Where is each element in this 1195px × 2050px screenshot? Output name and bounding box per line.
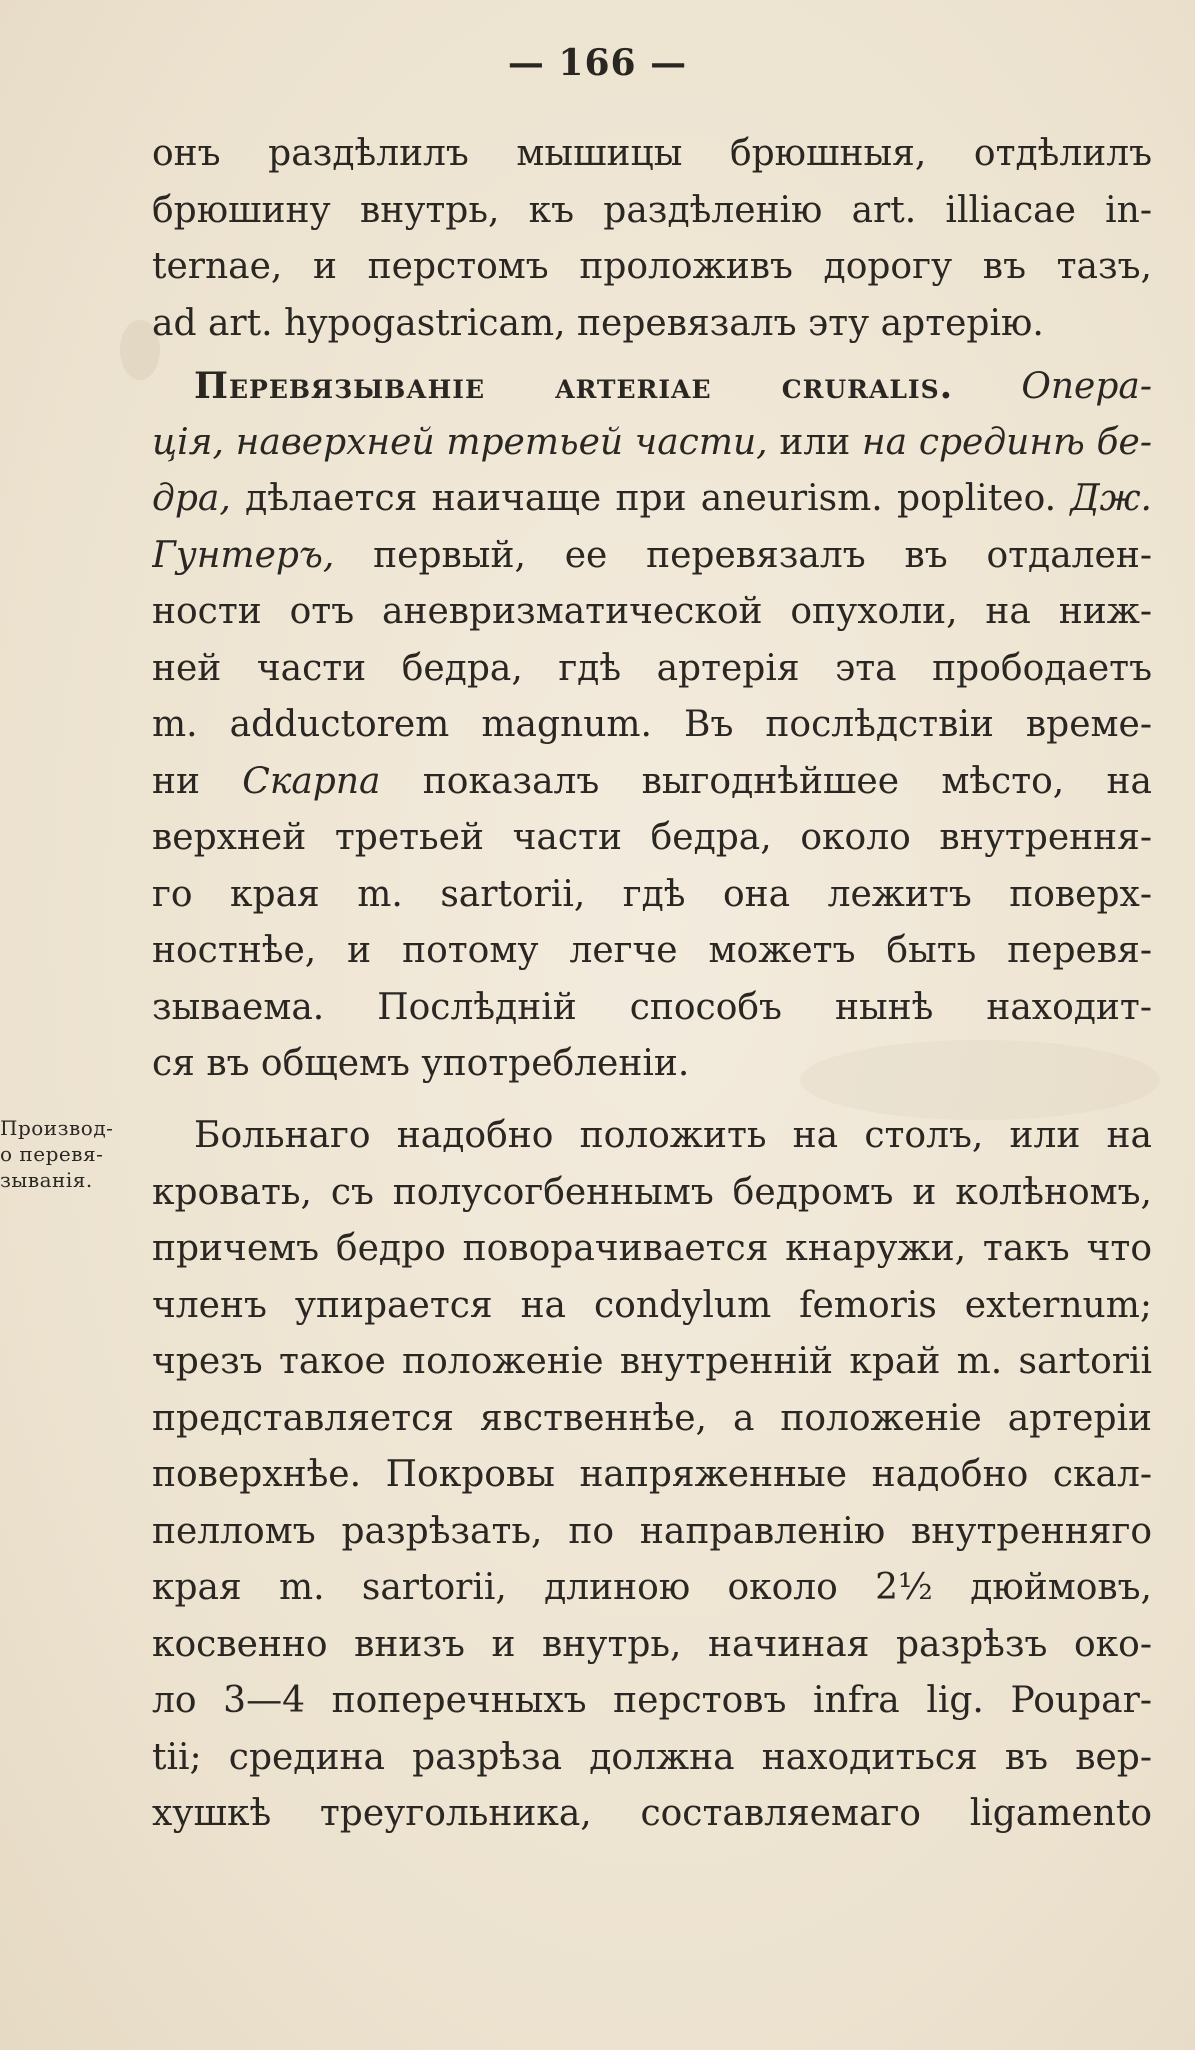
text-line (152, 528, 1152, 585)
text-line: чрезъ такое положеніе внутренній край m. sartorii (152, 1341, 1152, 1382)
paragraph-2 (152, 358, 1152, 1093)
italic-text: Гунтеръ, (152, 534, 335, 576)
text-line (152, 415, 1152, 472)
italic-text: дра, (152, 478, 231, 519)
text-line: m. adductorem magnum. Въ послѣдствіи време- (152, 704, 1152, 745)
text-line: причемъ бедро поворачивается кнаружи, такъ что (152, 1228, 1152, 1269)
text-line: ad art. hypogastricam, перевязалъ эту артерію. (152, 302, 1044, 344)
text-line: пелломъ разрѣзать, по направленію внутренняго (152, 1510, 1152, 1552)
text-line: края m. sartorii, длиною около 2½ дюймовъ, (152, 1567, 1152, 1608)
text-line: Больнаго надобно положить на столъ, или на (194, 1115, 1152, 1156)
text-line: членъ упирается на condylum femoris externum; (152, 1284, 1152, 1326)
italic-text: Дж. (1070, 478, 1152, 519)
italic-text: на срединѣ бе- (861, 421, 1152, 463)
text-line: зываема. Послѣдній способъ нынѣ находит- (152, 986, 1152, 1028)
italic-text: Опера- (1021, 366, 1152, 407)
text-line: tii; средина разрѣза должна находиться въ вер- (152, 1736, 1152, 1778)
text-line: представляется явственнѣе, а положеніе артеріи (152, 1397, 1152, 1439)
text-line: поверхнѣе. Покровы напряженные надобно скал- (152, 1454, 1152, 1495)
plain-text: первый, ее перевязалъ въ отдален- (334, 534, 1152, 576)
text-line: кровать, съ полусогбеннымъ бедромъ и колѣномъ, (152, 1171, 1152, 1213)
paragraph-1 (152, 126, 1152, 352)
margin-note-line: о перевя- (0, 1142, 104, 1166)
section-heading: Перевязываніе arteriae cruralis. (194, 365, 954, 407)
text-line: брюшину внутрь, къ раздѣленію art. illiacae in- (152, 189, 1152, 231)
text-line (152, 358, 1152, 415)
margin-note (0, 1115, 150, 1193)
text-line: хушкѣ треугольника, составляемаго ligamento (152, 1793, 1152, 1834)
italic-text: ція, наверхней третьей части, (152, 421, 768, 463)
text-line: го края m. sartorii, гдѣ она лежитъ поверх- (152, 873, 1152, 915)
text-line (152, 471, 1152, 528)
text-line: верхней третьей части бедра, около внутрення- (152, 817, 1152, 858)
plain-text: ни (152, 760, 243, 802)
text-line: ло 3—4 поперечныхъ перстовъ infra lig. Poupar- (152, 1680, 1152, 1721)
text-line: косвенно внизъ и внутрь, начиная разрѣзъ око- (152, 1623, 1152, 1665)
italic-text: Скарпа (242, 760, 381, 802)
margin-note-line: зыванія. (0, 1168, 93, 1192)
text-line (152, 754, 1152, 811)
paragraph-3 (152, 1108, 1152, 1843)
text-line: ней части бедра, гдѣ артерія эта прободаетъ (152, 647, 1152, 689)
text-line: ности отъ аневризматической опухоли, на ниж- (152, 591, 1152, 632)
plain-text: дѣлается наичаще при aneurism. popliteo. (230, 478, 1071, 519)
text-line: ternae, и перстомъ проложивъ дорогу въ тазъ, (152, 246, 1152, 287)
text-line: ся въ общемъ употребленіи. (152, 1043, 690, 1084)
text-line: онъ раздѣлилъ мышицы брюшныя, отдѣлилъ (152, 133, 1152, 174)
plain-text: или (767, 421, 862, 463)
text-line: ностнѣе, и потому легче можетъ быть перевя- (152, 930, 1152, 971)
margin-note-line: Производ- (0, 1116, 114, 1140)
plain-text: показалъ выгоднѣйшее мѣсто, на (380, 760, 1152, 802)
page-number: — 166 — (507, 42, 688, 84)
